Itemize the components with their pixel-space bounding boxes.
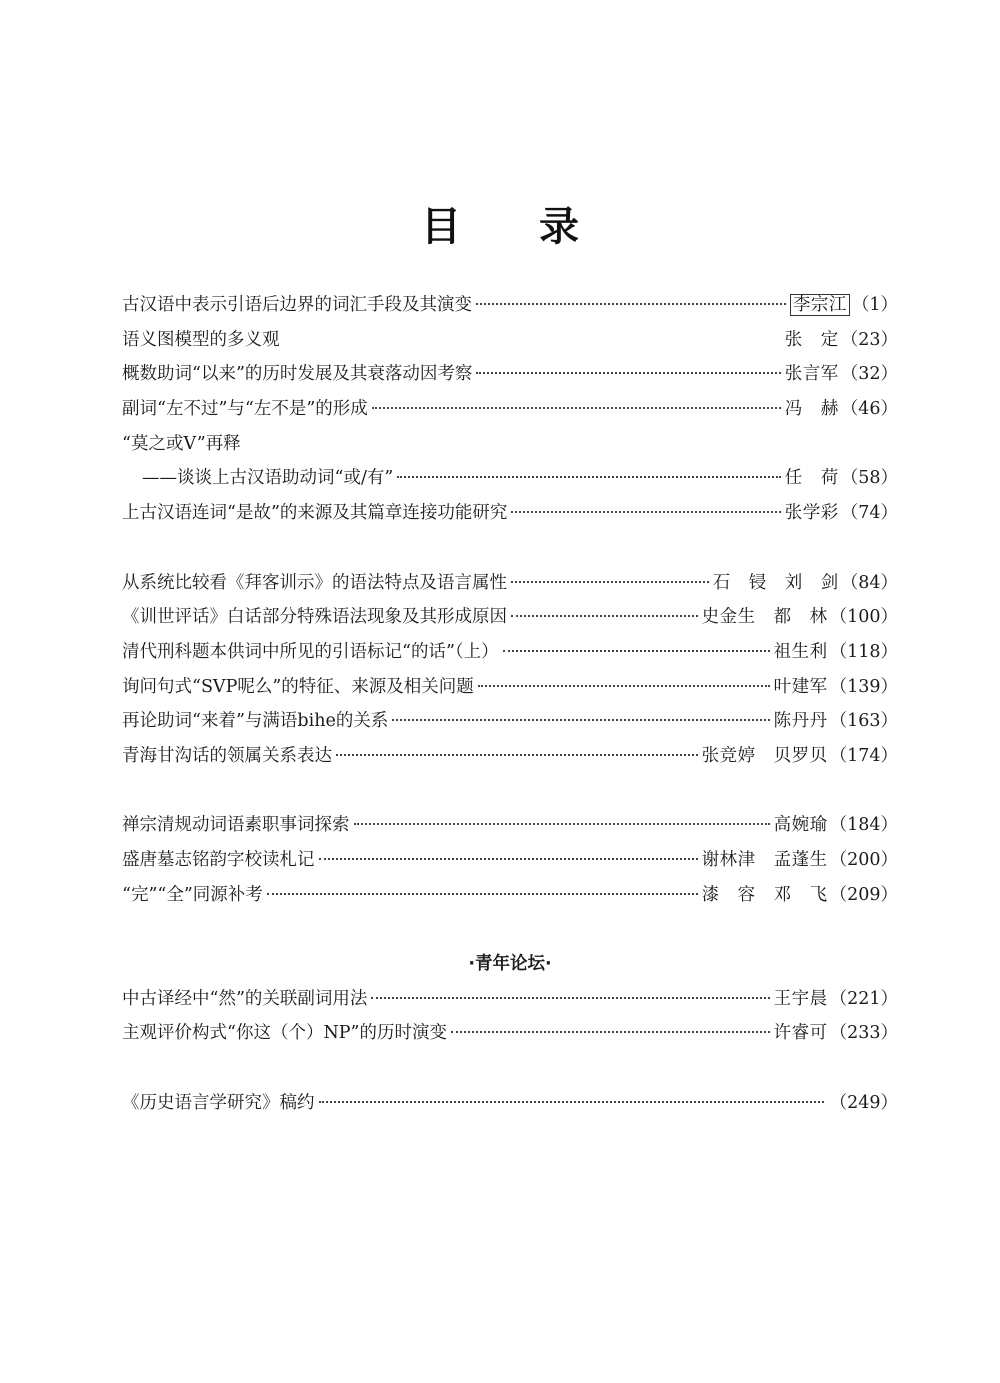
entry-title: 《训世评话》白话部分特殊语法现象及其形成原因 xyxy=(122,607,507,628)
toc-entry xyxy=(122,982,898,1017)
entry-author: 漆 容 邓 飞 xyxy=(701,884,828,905)
toc-entry xyxy=(122,392,898,427)
toc-entry xyxy=(122,461,898,496)
entry-author: 王宇晨 xyxy=(773,988,828,1009)
leader-dots xyxy=(372,407,781,409)
entry-author: 陈丹丹 xyxy=(773,711,828,732)
entry-page: （163） xyxy=(829,711,898,732)
title-char-1: 目 xyxy=(421,204,461,250)
toc-entry xyxy=(122,1086,898,1121)
entry-author: 高婉瑜 xyxy=(773,815,828,836)
toc-entry xyxy=(122,878,898,913)
entry-subtitle: ——谈谈上古汉语助动词“或/有” xyxy=(142,468,394,489)
entry-author: 张 定 xyxy=(784,329,839,350)
toc-entry xyxy=(122,808,898,843)
entry-title: “完”“全”同源补考 xyxy=(122,884,263,905)
leader-dots xyxy=(476,303,786,305)
entry-title: 询问句式“SVP呢么”的特征、来源及相关问题 xyxy=(122,676,474,697)
toc-entry xyxy=(122,566,898,601)
leader-dots xyxy=(354,823,770,825)
entry-page: （221） xyxy=(829,988,898,1009)
toc-entry xyxy=(122,704,898,739)
leader-dots xyxy=(319,858,698,860)
toc-entry xyxy=(122,496,898,531)
toc-entry xyxy=(122,323,898,358)
entry-title: 禅宗清规动词语素职事词探索 xyxy=(122,815,350,836)
entry-page: （23） xyxy=(840,329,898,350)
leader-dots xyxy=(397,476,780,478)
entry-page: （139） xyxy=(829,676,898,697)
entry-page: （100） xyxy=(829,607,898,628)
entry-author: 许睿可 xyxy=(773,1023,828,1044)
entry-page: （209） xyxy=(829,884,898,905)
entry-author: 李宗江 xyxy=(790,294,850,316)
leader-dots xyxy=(511,615,698,617)
entry-title: 青海甘沟话的领属关系表达 xyxy=(122,745,332,766)
leader-dots xyxy=(451,1031,770,1033)
entry-page: （233） xyxy=(829,1023,898,1044)
leader-dots xyxy=(392,719,769,721)
entry-page: （46） xyxy=(840,399,898,420)
entry-author: 张竞婷 贝罗贝 xyxy=(701,745,828,766)
entry-page: （184） xyxy=(829,815,898,836)
entry-title: 盛唐墓志铭韵字校读札记 xyxy=(122,850,315,870)
entry-page: （58） xyxy=(840,468,898,489)
toc-entry xyxy=(122,1016,898,1051)
leader-dots xyxy=(267,893,698,895)
entry-page: （84） xyxy=(840,572,898,593)
entry-title: 语义图模型的多义观 xyxy=(122,329,280,350)
toc-entry xyxy=(122,635,898,670)
entry-title: “莫之或V”再释 xyxy=(122,433,241,454)
toc-entry xyxy=(122,600,898,635)
leader-dots xyxy=(336,754,698,756)
leader-dots xyxy=(478,685,770,687)
entry-title: 再论助词“来着”与满语bihe的关系 xyxy=(122,711,389,732)
entry-title: 古汉语中表示引语后边界的词汇手段及其演变 xyxy=(122,295,472,315)
entry-author: 石 锓 刘 剑 xyxy=(712,572,839,593)
entry-page: （118） xyxy=(829,641,898,662)
entry-page: （32） xyxy=(840,364,898,385)
toc-entry xyxy=(122,739,898,774)
entry-title: 中古译经中“然”的关联副词用法 xyxy=(122,988,368,1009)
entry-title: 上古汉语连词“是故”的来源及其篇章连接功能研究 xyxy=(122,503,508,524)
entry-title: 副词“左不过”与“左不是”的形成 xyxy=(122,399,368,420)
table-of-contents xyxy=(122,288,898,1121)
leader-dots xyxy=(319,1101,824,1103)
entry-page: （74） xyxy=(840,503,898,524)
entry-title: 主观评价构式“你这（个）NP”的历时演变 xyxy=(122,1023,447,1044)
entry-page: （174） xyxy=(829,745,898,766)
entry-author: 祖生利 xyxy=(773,641,828,662)
toc-entry xyxy=(122,288,898,323)
leader-dots xyxy=(371,997,769,999)
leader-dots xyxy=(476,372,780,374)
section-heading: ·青年论坛· xyxy=(468,954,552,975)
entry-author: 张言军 xyxy=(784,364,839,385)
leader-dots xyxy=(503,650,770,652)
entry-author: 叶建军 xyxy=(773,676,828,697)
entry-page: （200） xyxy=(829,850,898,870)
entry-author: 任 荷 xyxy=(784,468,839,489)
leader-dots xyxy=(511,581,709,583)
entry-title: 《历史语言学研究》稿约 xyxy=(122,1092,315,1113)
entry-page: （1） xyxy=(851,295,898,315)
page-title xyxy=(0,195,1000,252)
entry-author: 谢林津 孟蓬生 xyxy=(701,850,828,870)
entry-title: 清代刑科题本供词中所见的引语标记“的话”（上） xyxy=(122,641,499,662)
toc-entry xyxy=(122,670,898,705)
toc-entry xyxy=(122,843,898,878)
entry-author: 张学彩 xyxy=(784,503,839,524)
title-char-2: 录 xyxy=(539,204,579,250)
entry-page: （249） xyxy=(829,1092,898,1113)
entry-title: 从系统比较看《拜客训示》的语法特点及语言属性 xyxy=(122,572,507,593)
entry-author: 冯 赫 xyxy=(784,399,839,420)
entry-author: 史金生 都 林 xyxy=(701,607,828,628)
leader-dots xyxy=(511,511,780,513)
entry-title: 概数助词“以来”的历时发展及其衰落动因考察 xyxy=(122,364,473,385)
toc-entry xyxy=(122,357,898,392)
